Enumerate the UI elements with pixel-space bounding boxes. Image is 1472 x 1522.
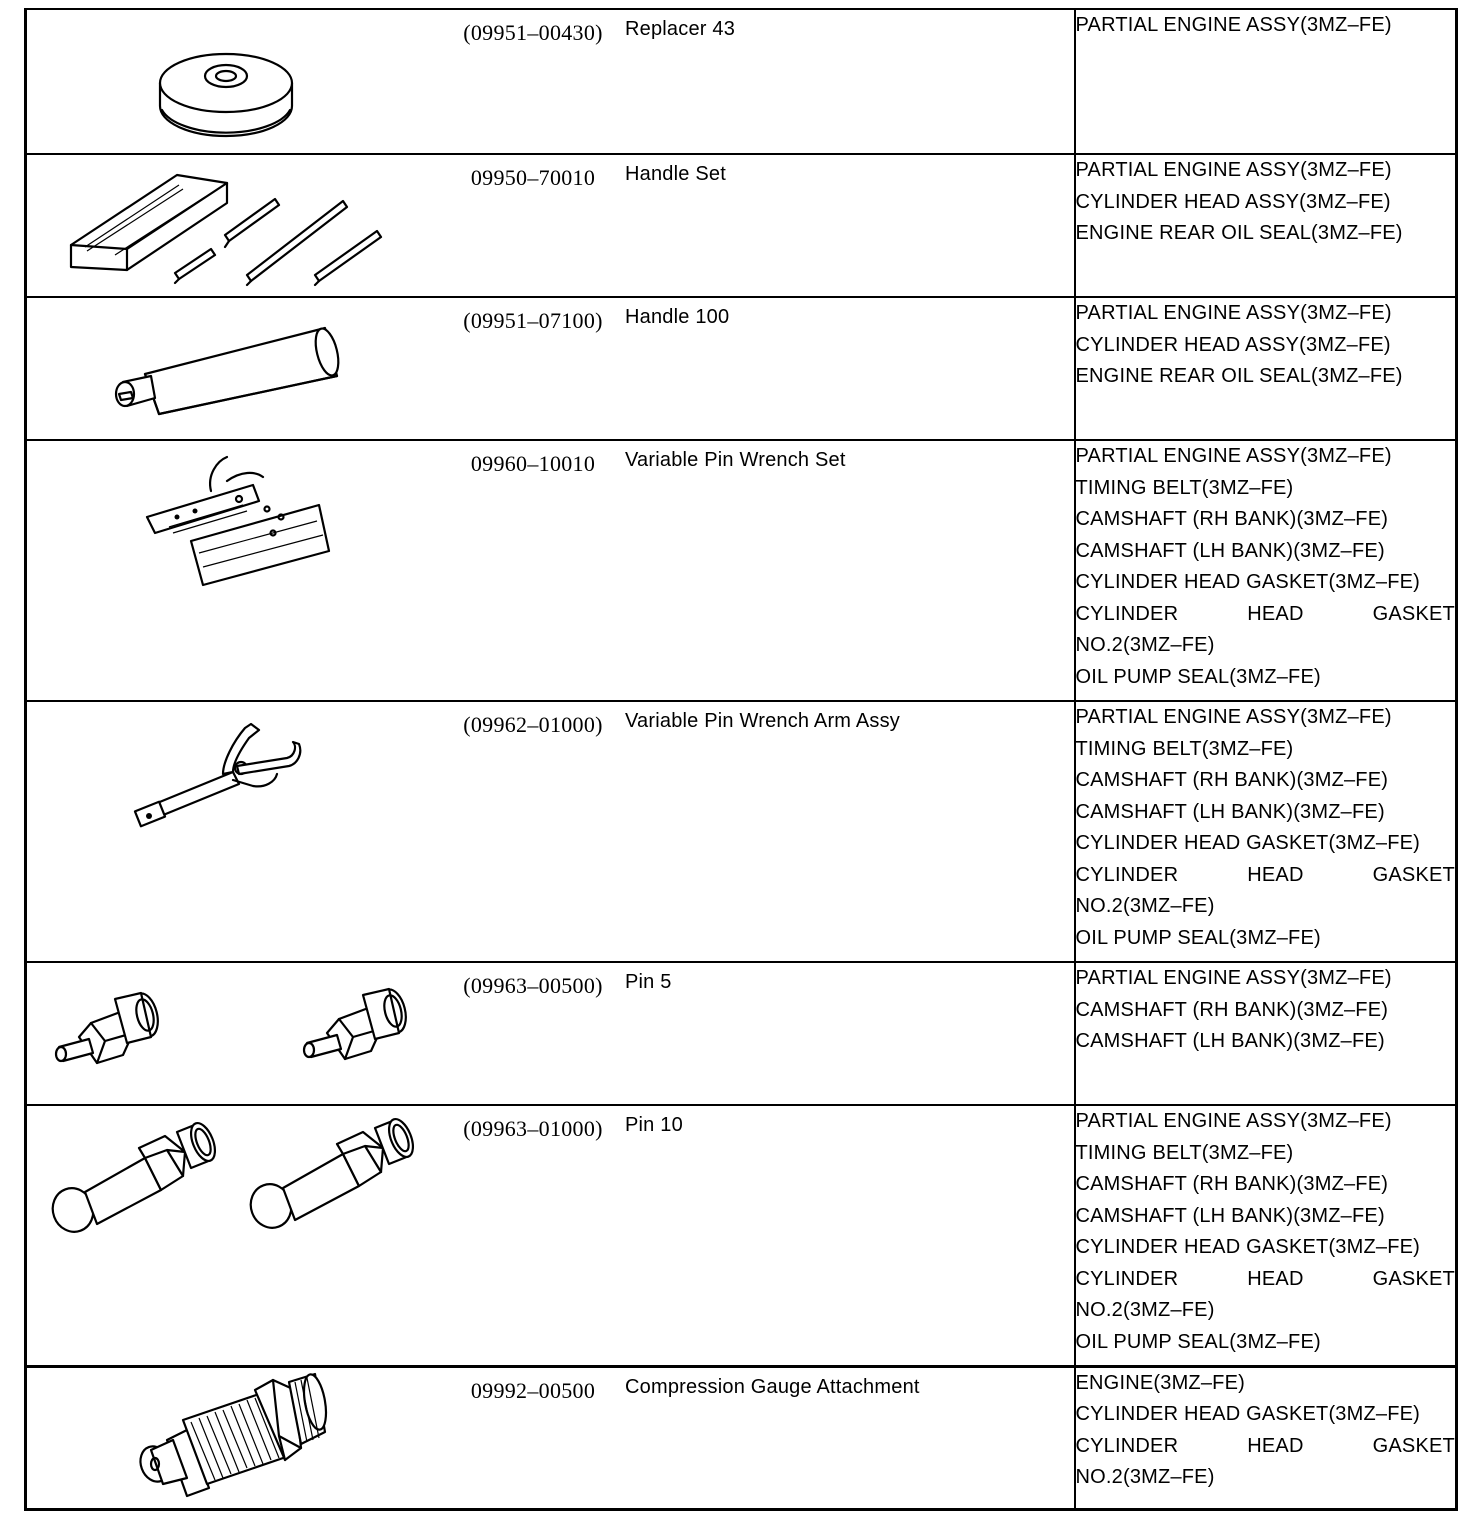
- tool-row: [26, 701, 1457, 962]
- justified-word: CYLINDER: [1075, 863, 1179, 886]
- tool-name: Pin 5: [625, 971, 672, 993]
- tool-info-cell: [26, 297, 1075, 440]
- justified-word: CYLINDER: [1075, 1434, 1179, 1457]
- part-number: (09962–01000): [463, 712, 603, 737]
- application-item: PARTIAL ENGINE ASSY(3MZ–FE): [1075, 302, 1392, 324]
- application-item: CAMSHAFT (RH BANK)(3MZ–FE): [1075, 1173, 1389, 1195]
- justified-word: HEAD: [1247, 1434, 1304, 1457]
- applications-cell: [1075, 297, 1457, 440]
- part-number: (09951–00430): [463, 20, 603, 45]
- tool-name: Replacer 43: [625, 18, 736, 40]
- application-item: CAMSHAFT (RH BANK)(3MZ–FE): [1075, 769, 1389, 791]
- applications-cell: [1075, 154, 1457, 297]
- tool-row: [26, 154, 1457, 297]
- application-item: CYLINDER HEAD GASKET(3MZ–FE): [1075, 832, 1421, 854]
- application-item: PARTIAL ENGINE ASSY(3MZ–FE): [1075, 967, 1392, 989]
- justified-word: GASKET: [1372, 1267, 1455, 1290]
- application-item-justified: [1076, 860, 1456, 892]
- application-item: PARTIAL ENGINE ASSY(3MZ–FE): [1075, 14, 1392, 36]
- application-item: PARTIAL ENGINE ASSY(3MZ–FE): [1075, 159, 1392, 181]
- pin-wrench-set-illustration: [27, 441, 627, 700]
- tool-row: [26, 1105, 1457, 1366]
- justified-word: GASKET: [1372, 863, 1455, 886]
- tool-info-cell: [26, 1366, 1075, 1509]
- tool-info-cell: [26, 440, 1075, 701]
- application-item: CYLINDER HEAD GASKET(3MZ–FE): [1075, 1236, 1421, 1258]
- application-item: OIL PUMP SEAL(3MZ–FE): [1075, 926, 1321, 949]
- tool-info-cell: [26, 9, 1075, 154]
- application-item: CAMSHAFT (RH BANK)(3MZ–FE): [1075, 998, 1389, 1021]
- applications-cell: [1075, 9, 1457, 154]
- tool-row: [26, 9, 1457, 154]
- application-item: OIL PUMP SEAL(3MZ–FE): [1075, 665, 1321, 688]
- tool-row: [26, 962, 1457, 1105]
- application-item: TIMING BELT(3MZ–FE): [1075, 737, 1294, 760]
- application-item: ENGINE(3MZ–FE): [1075, 1371, 1245, 1394]
- application-item: CYLINDER HEAD GASKET(3MZ–FE): [1075, 571, 1421, 593]
- applications-cell: [1075, 1366, 1457, 1509]
- tool-name: Variable Pin Wrench Set: [625, 449, 846, 471]
- application-item-justified: [1076, 1264, 1456, 1296]
- application-item: TIMING BELT(3MZ–FE): [1075, 1141, 1294, 1164]
- tool-name: Compression Gauge Attachment: [625, 1375, 920, 1398]
- tool-name: Pin 10: [625, 1114, 683, 1136]
- pin-10-right: [245, 1116, 418, 1234]
- justified-word: HEAD: [1247, 1267, 1304, 1290]
- part-number: (09963–01000): [463, 1116, 603, 1141]
- tool-name: Handle 100: [625, 306, 730, 328]
- justified-word: CYLINDER: [1075, 602, 1179, 625]
- application-item: NO.2(3MZ–FE): [1075, 1299, 1215, 1321]
- justified-word: HEAD: [1247, 863, 1304, 886]
- application-item: PARTIAL ENGINE ASSY(3MZ–FE): [1075, 445, 1392, 467]
- application-item: PARTIAL ENGINE ASSY(3MZ–FE): [1075, 1110, 1392, 1132]
- applications-cell: [1075, 701, 1457, 962]
- part-number: (09963–00500): [463, 973, 603, 998]
- justified-word: GASKET: [1372, 602, 1455, 625]
- applications-cell: [1075, 1105, 1457, 1366]
- part-number: 09960–10010: [470, 451, 596, 476]
- tool-row: [26, 1366, 1457, 1509]
- application-item: CAMSHAFT (LH BANK)(3MZ–FE): [1075, 800, 1385, 823]
- application-item: CYLINDER HEAD ASSY(3MZ–FE): [1075, 333, 1391, 356]
- application-item: ENGINE REAR OIL SEAL(3MZ–FE): [1075, 222, 1403, 244]
- tool-name: Handle Set: [625, 163, 726, 185]
- tool-row: [26, 297, 1457, 440]
- pin-10-illustration: [27, 1106, 627, 1365]
- application-item: CAMSHAFT (LH BANK)(3MZ–FE): [1075, 539, 1385, 562]
- applications-cell: [1075, 440, 1457, 701]
- tool-info-cell: [26, 154, 1075, 297]
- justified-word: CYLINDER: [1075, 1267, 1179, 1290]
- pin-wrench-arm-illustration: [27, 702, 627, 961]
- pin-10-left: [47, 1120, 220, 1238]
- application-item: ENGINE REAR OIL SEAL(3MZ–FE): [1075, 365, 1403, 387]
- pin-5-left: [56, 991, 162, 1063]
- justified-word: GASKET: [1372, 1434, 1455, 1457]
- application-item: NO.2(3MZ–FE): [1075, 634, 1215, 656]
- application-item-justified: [1076, 599, 1456, 631]
- application-item: CAMSHAFT (LH BANK)(3MZ–FE): [1075, 1204, 1385, 1227]
- tool-name: Variable Pin Wrench Arm Assy: [625, 710, 900, 732]
- application-item-justified: [1076, 1431, 1456, 1463]
- application-item: TIMING BELT(3MZ–FE): [1075, 476, 1294, 499]
- special-service-tools-table: [24, 8, 1458, 1511]
- application-item: NO.2(3MZ–FE): [1075, 895, 1215, 917]
- tool-info-cell: [26, 962, 1075, 1105]
- justified-word: HEAD: [1247, 602, 1304, 625]
- part-number: 09992–00500: [470, 1377, 596, 1403]
- application-item: PARTIAL ENGINE ASSY(3MZ–FE): [1075, 706, 1392, 728]
- tool-info-cell: [26, 701, 1075, 962]
- application-item: NO.2(3MZ–FE): [1075, 1466, 1215, 1488]
- part-number: 09950–70010: [470, 165, 596, 190]
- application-item: OIL PUMP SEAL(3MZ–FE): [1075, 1330, 1321, 1353]
- applications-cell: [1075, 962, 1457, 1105]
- tool-row: [26, 440, 1457, 701]
- pin-5-right: [304, 987, 410, 1059]
- application-item: CAMSHAFT (RH BANK)(3MZ–FE): [1075, 508, 1389, 530]
- application-item: CYLINDER HEAD GASKET(3MZ–FE): [1075, 1403, 1421, 1425]
- application-item: CAMSHAFT (LH BANK)(3MZ–FE): [1075, 1030, 1385, 1052]
- application-item: CYLINDER HEAD ASSY(3MZ–FE): [1075, 190, 1391, 213]
- part-number: (09951–07100): [463, 308, 603, 333]
- tool-info-cell: [26, 1105, 1075, 1366]
